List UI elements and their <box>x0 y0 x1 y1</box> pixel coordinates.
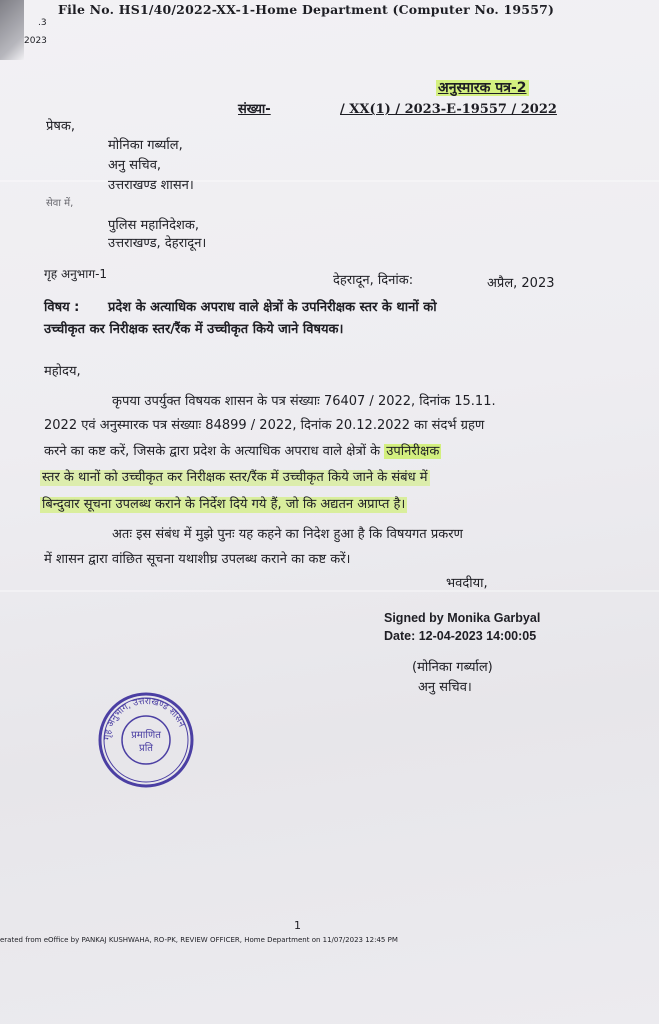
certified-copy-stamp <box>98 692 194 788</box>
body-line: कृपया उपर्युक्त विषयक शासन के पत्र संख्याः 76407 / 2022, दिनांक 15.11. <box>112 394 496 409</box>
body-line: में शासन द्वारा वांछित सूचना यथाशीघ्र उपलब्ध कराने का कष्ट करें। <box>44 552 351 567</box>
stamp-center-text: प्रमाणित <box>131 730 161 741</box>
page-corner-shadow <box>0 0 24 60</box>
sender-office: उत्तराखण्ड शासन। <box>108 178 194 193</box>
stamp-ring-text: गृह अनुभाग, उत्तराखण्ड शासन <box>102 696 187 741</box>
eoffice-footer: erated from eOffice by PANKAJ KUSHWAHA, RO-PK, REVIEW OFFICER, Home Department on 11/07/2023 12:45 PM <box>0 936 398 944</box>
paper-fold <box>0 180 659 182</box>
place-date-label: देहरादून, दिनांक: <box>333 273 414 288</box>
digital-signature-name: Signed by Monika Garbyal <box>384 611 541 625</box>
memo-label <box>436 80 529 96</box>
section-name: गृह अनुभाग-1 <box>44 267 108 281</box>
closing: भवदीया, <box>446 576 488 591</box>
sender-designation: अनु सचिव, <box>108 158 162 173</box>
highlighted-body-line: बिन्दुवार सूचना उपलब्ध कराने के निर्देश दिये गये हैं, जो कि अद्यतन अप्राप्त है। <box>42 497 406 512</box>
body-line <box>44 444 441 460</box>
subject-line: प्रदेश के अत्याधिक अपराध वाले क्षेत्रों के उपनिरीक्षक स्तर के थानों को <box>108 300 437 315</box>
recipient-place: उत्तराखण्ड, देहरादून। <box>108 236 207 251</box>
signatory-name: (मोनिका गर्ब्याल) <box>412 660 493 675</box>
body-line: 2022 एवं अनुस्मारक पत्र संख्याः 84899 / 2022, दिनांक 20.12.2022 का संदर्भ ग्रहण <box>44 418 485 433</box>
paper-fold <box>0 590 659 592</box>
digital-signature-date: Date: 12-04-2023 14:00:05 <box>384 629 537 643</box>
letter-number-label: संख्या- <box>238 102 271 117</box>
sender-label: प्रेषक, <box>46 119 76 134</box>
recipient-label: सेवा में, <box>46 198 74 209</box>
margin-note-year: 2023 <box>24 36 47 46</box>
letter-number-value: / XX(1) / 2023-E-19557 / 2022 <box>340 102 557 117</box>
letter-date: अप्रैल, 2023 <box>487 276 555 291</box>
sender-name: मोनिका गर्ब्याल, <box>108 138 183 153</box>
page-number: 1 <box>294 919 301 932</box>
stamp-seal-icon <box>98 692 194 788</box>
stamp-center-text: प्रति <box>139 743 153 754</box>
body-line: अतः इस संबंध में मुझे पुनः यह कहने का निदेश हुआ है कि विषयगत प्रकरण <box>112 527 463 542</box>
subject-label: विषय : <box>44 300 80 315</box>
recipient-designation: पुलिस महानिदेशक, <box>108 218 199 233</box>
salutation: महोदय, <box>44 364 81 379</box>
highlighted-body-line: स्तर के थानों को उच्चीकृत कर निरीक्षक स्तर/रैंक में उच्चीकृत किये जाने के संबंध में <box>42 470 428 485</box>
body-line-text: करने का कष्ट करें, जिसके द्वारा प्रदेश के अत्याधिक अपराध वाले क्षेत्रों के <box>44 444 381 459</box>
memo-label-text: अनुस्मारक पत्र-2 <box>438 80 527 96</box>
margin-note: .3 <box>38 18 47 28</box>
highlighted-text: उपनिरीक्षक <box>386 444 440 459</box>
file-number-header: File No. HS1/40/2022-XX-1-Home Department (Computer No. 19557) <box>58 2 555 17</box>
signatory-designation: अनु सचिव। <box>418 680 472 695</box>
subject-line: उच्चीकृत कर निरीक्षक स्तर/रैंक में उच्चीकृत किये जाने विषयक। <box>44 322 344 337</box>
